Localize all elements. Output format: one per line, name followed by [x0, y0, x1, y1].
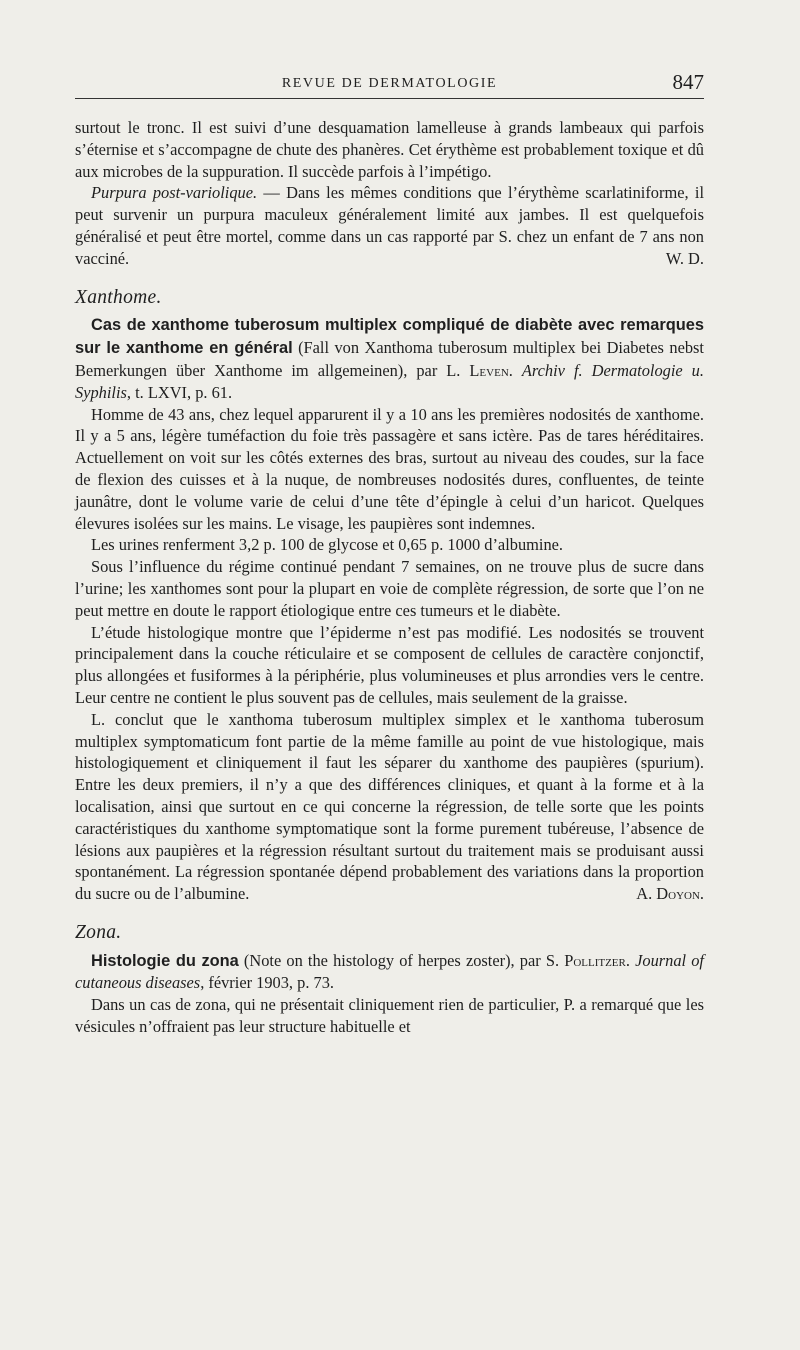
page-number: 847 — [672, 70, 704, 94]
article-source-zona: Journal of cutaneous diseases — [75, 950, 704, 993]
article-title-zona: Histologie du zona — [91, 951, 239, 970]
section-heading-zona: Zona. — [75, 921, 122, 943]
article-subtitle-xanthome: (Fall von Xanthoma tuberosum multiplex bei Diabetes nebst Bemerkungen über Xanthome im allgemeinen), par L. — [75, 338, 704, 380]
running-head — [75, 72, 704, 99]
body-text — [75, 117, 704, 1038]
paragraph-xanthome-regime: Sous l’influence du régime continué pendant 7 semaines, on ne trouve plus de sucre dans l’urine; les xanthomes sont pour la plupart en voie de complète régression, de sorte que l’on ne peut mettre en doute le rapport étiologique entre ces tumeurs et le diabète. — [75, 557, 704, 620]
article-source-xanthome: Archiv f. Dermatologie u. Syphilis — [75, 360, 704, 402]
conclusion-text: L. conclut que le xanthoma tuberosum multiplex simplex et le xanthoma tuberosum multiplex symptomaticum font partie de la même famille au point de vue histologique, mais histologiquement et cliniquement il faut les séparer du xanthome des paupières (spurium). Entre les deux premiers, il n’y a que des différences cliniques, et quant à la forme et à la localisation, ainsi que surtout en ce qui concerne la régression, de telle sorte que les points caractéristiques du xanthome symptomatique sont la forme purement tubéreuse, l’absence de lésions aux paupières et la régression résultant surtout du traitement mais se produisant aussi spontanément. La régression spontanée dépend probablement des variations dans la proportion du sucre ou de l’albumine. — [75, 709, 704, 904]
source-separator: . — [508, 360, 522, 380]
purpura-text: — Dans les mêmes conditions que l’érythème scarlatiniforme, il peut survenir un purpura maculeux généralement limité aux jambes. Il est quelquefois généralisé et peut être mortel, comme dans un cas rapporté par S. chez un enfant de 7 ans non vacciné. — [75, 183, 705, 268]
article-source-ref-zona: , février 1903, p. 73. — [200, 973, 335, 993]
article-subtitle-zona: (Note on the histology of herpes zoster), par S. — [238, 950, 565, 970]
article-title-xanthome: Cas de xanthome tuberosum multiplex compliqué de diabète avec remarques sur le xanthome en général — [75, 316, 704, 358]
article-author-xanthome: Leven — [469, 360, 509, 380]
author-signature: W. D. — [665, 248, 704, 268]
paragraph-xanthome-histology: L’étude histologique montre que l’épiderme n’est pas modifié. Les nodosités se trouvent principalement dans la couche réticulaire et se composent de cellules de caractère conjonctif, plus allongées et fusiformes à la périphérie, plus volumineuses et plus arrondies vers le centre. Leur centre ne contient le plus souvent pas de cellules, mais seulement de la graisse. — [75, 622, 704, 707]
article-author-zona: Pollitzer — [564, 950, 626, 970]
article-source-ref-xanthome: , t. LXVI, p. 61. — [126, 382, 233, 402]
paragraph-zona-case: Dans un cas de zona, qui ne présentait cliniquement rien de particulier, P. a remarqué que les vésicules n’offraient pas leur structure habituelle et — [75, 995, 704, 1037]
article-header-xanthome — [75, 314, 704, 403]
article-header-zona — [75, 950, 704, 995]
paragraph-purpura — [75, 182, 704, 269]
source-separator: . — [625, 950, 636, 970]
purpura-subtitle: Purpura post-variolique. — [91, 183, 258, 203]
section-heading-xanthome: Xanthome. — [75, 286, 162, 308]
journal-title: REVUE DE DERMATOLOGIE — [281, 76, 498, 91]
author-signature: A. Doyon. — [636, 884, 704, 904]
paragraph-xanthome-case: Homme de 43 ans, chez lequel apparurent il y a 10 ans les premières nodosités de xanthome. Il y a 5 ans, légère tuméfaction du foie très passagère et sans ictère. Pas de tares héréditaires. Actuellement on voit sur les côtés externes des bras, surtout au niveau des coudes, sur la face de flexion des cuisses et à la nuque, de nombreuses nodosités dures, confluentes, de teinte jaunâtre, dont le volume varie de celui d’une tête d’épingle à celui d’un haricot. Quelques élevures isolées sur les mains. Le visage, les paupières sont indemnes. — [75, 404, 704, 533]
paragraph-xanthome-urine: Les urines renferment 3,2 p. 100 de glycose et 0,65 p. 1000 d’albumine. — [91, 535, 564, 555]
paragraph-continuation: surtout le tronc. Il est suivi d’une desquamation lamelleuse à grands lambeaux qui parfois s’éternise et s’accompagne de chute des phanères. Cet érythème est probablement toxique et dû aux microbes de la suppuration. Il succède parfois à l’impétigo. — [75, 118, 704, 181]
paragraph-xanthome-conclusion — [75, 709, 704, 905]
